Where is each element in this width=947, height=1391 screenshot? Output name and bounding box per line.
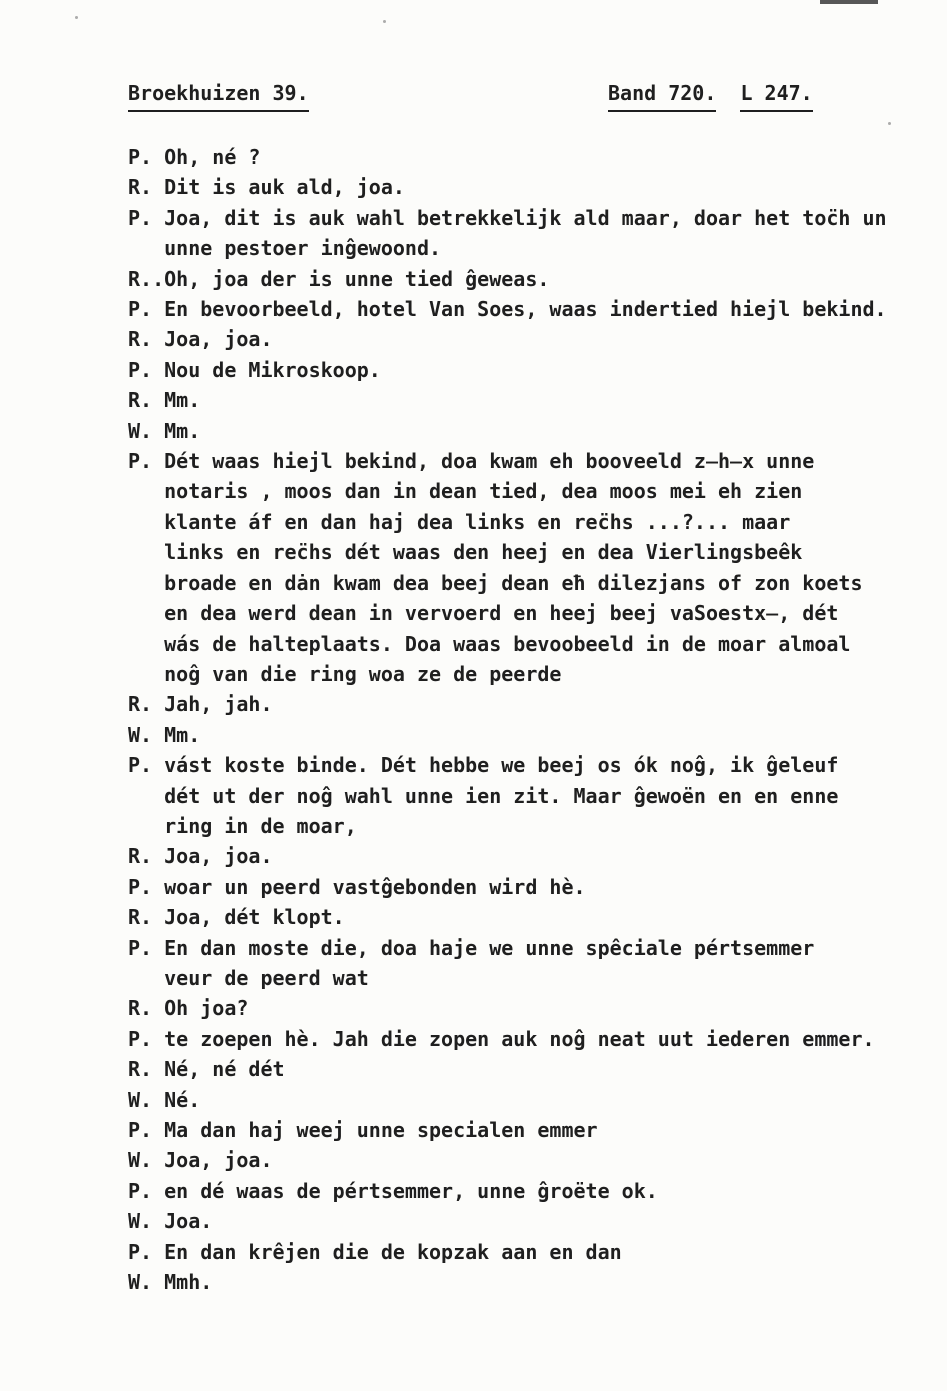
utterance-text: Dét waas hiejl bekind, doa kwam eh booveeld z̶h̶x unne bbox=[164, 449, 815, 474]
utterance-text: Mm. bbox=[164, 722, 201, 747]
utterance-text: Joa, joa. bbox=[164, 1148, 273, 1173]
dialogue-line bbox=[128, 142, 928, 172]
dialogue-line-continuation bbox=[128, 811, 928, 841]
speaker-label: W. bbox=[128, 1209, 153, 1234]
utterance-text: En dan krêjen die de kopzak aan en dan bbox=[164, 1239, 622, 1264]
dialogue-line-continuation bbox=[128, 629, 928, 659]
dialogue-utterance bbox=[128, 385, 928, 415]
speaker-label: W. bbox=[128, 1148, 153, 1173]
dialogue-line bbox=[128, 1085, 928, 1115]
dialogue-utterance bbox=[128, 689, 928, 719]
dialogue-utterance bbox=[128, 324, 928, 354]
speaker-label: P. bbox=[128, 1118, 153, 1142]
speaker-label: P. bbox=[128, 1026, 153, 1051]
utterance-text: noĝ van die ring woa ze de peerde bbox=[164, 661, 562, 686]
utterance-text: notaris , moos dan in dean tied, dea moos mei eh zien bbox=[164, 479, 803, 504]
scan-artifact-mark bbox=[820, 0, 878, 4]
dialogue-line bbox=[128, 416, 928, 446]
speaker-label: W. bbox=[128, 1270, 153, 1295]
speaker-label: R. bbox=[128, 905, 153, 930]
dialogue-utterance bbox=[128, 750, 928, 841]
dialogue-line bbox=[128, 933, 928, 963]
utterance-text: woar un peerd vastĝebonden wird hè. bbox=[164, 874, 586, 899]
speaker-label: P. bbox=[128, 1239, 153, 1264]
utterance-text: ring in de moar, bbox=[164, 813, 357, 838]
utterance-text: vást koste binde. Dét hebbe we beej os ók noĝ, ik ĝeleuf bbox=[164, 753, 839, 778]
dialogue-line bbox=[128, 1237, 928, 1267]
dialogue-line bbox=[128, 446, 928, 476]
dialogue-line bbox=[128, 385, 928, 415]
dialogue-line bbox=[128, 1145, 928, 1175]
dialogue-line bbox=[128, 1115, 928, 1145]
speaker-label: P. bbox=[128, 205, 153, 230]
dialogue-line bbox=[128, 841, 928, 871]
dialogue-line bbox=[128, 720, 928, 750]
dialogue-line-continuation bbox=[128, 568, 928, 598]
dialogue-utterance bbox=[128, 1085, 928, 1115]
scan-speck bbox=[383, 20, 386, 23]
dialogue-utterance bbox=[128, 294, 928, 324]
dialogue-line bbox=[128, 203, 928, 233]
utterance-text: En dan moste die, doa haje we unne spêciale pértsemmer bbox=[164, 935, 815, 960]
utterance-text: links en rec̈hs dét waas den heej en dea Vierlingsbeêk bbox=[164, 540, 803, 565]
speaker-label: W. bbox=[128, 418, 153, 443]
utterance-text: Jah, jah. bbox=[164, 692, 273, 717]
speaker-label: R. bbox=[128, 175, 153, 200]
header-location-label: Broekhuizen 39. bbox=[128, 78, 309, 112]
dialogue-utterance bbox=[128, 841, 928, 871]
dialogue-line-continuation bbox=[128, 507, 928, 537]
utterance-text: unne pestoer inĝewoond. bbox=[164, 236, 442, 261]
dialogue-utterance bbox=[128, 172, 928, 202]
utterance-text: en dea werd dean in vervoerd en heej beej vaSoestx̶, dét bbox=[164, 601, 839, 626]
dialogue-utterance bbox=[128, 993, 928, 1023]
dialogue-line-continuation bbox=[128, 659, 928, 689]
speaker-label: P. bbox=[128, 935, 153, 960]
dialogue-line bbox=[128, 1054, 928, 1084]
speaker-label: R. bbox=[128, 692, 153, 717]
dialogue-line bbox=[128, 294, 928, 324]
dialogue-line-continuation bbox=[128, 233, 928, 263]
dialogue-line-continuation bbox=[128, 598, 928, 628]
utterance-text: Ma dan haj weej unne specialen emmer bbox=[164, 1118, 598, 1142]
dialogue-line bbox=[128, 1267, 928, 1297]
dialogue-line-continuation bbox=[128, 963, 928, 993]
utterance-text: veur de peerd wat bbox=[164, 965, 369, 990]
scan-speck bbox=[75, 16, 78, 19]
speaker-label: P. bbox=[128, 753, 153, 778]
utterance-text: Joa, joa. bbox=[164, 844, 273, 869]
dialogue-line bbox=[128, 750, 928, 780]
utterance-text: Mm. bbox=[164, 388, 201, 413]
dialogue-utterance bbox=[128, 1237, 928, 1267]
dialogue-line bbox=[128, 172, 928, 202]
utterance-text: Joa. bbox=[164, 1209, 213, 1234]
dialogue-utterance bbox=[128, 203, 928, 264]
dialogue-utterance bbox=[128, 355, 928, 385]
speaker-label: P. bbox=[128, 874, 153, 899]
speaker-label: R. bbox=[128, 996, 153, 1021]
dialogue-utterance bbox=[128, 902, 928, 932]
dialogue-utterance bbox=[128, 1145, 928, 1175]
dialogue-line-continuation bbox=[128, 537, 928, 567]
speaker-label: R. bbox=[128, 844, 153, 869]
speaker-label: P. bbox=[128, 357, 153, 382]
speaker-label: W. bbox=[128, 722, 153, 747]
dialogue-utterance bbox=[128, 933, 928, 994]
dialogue-utterance bbox=[128, 264, 928, 294]
utterance-text: Nou de Mikroskoop. bbox=[164, 357, 381, 382]
utterance-text: broade en dȧn kwam dea beej dean eħ dilezjans of zon koets bbox=[164, 570, 863, 595]
dialogue-utterance bbox=[128, 1267, 928, 1297]
dialogue-utterance bbox=[128, 142, 928, 172]
speaker-label: R.. bbox=[128, 266, 165, 291]
dialogue bbox=[128, 142, 928, 1297]
utterance-text: Joa, dit is auk wahl betrekkelijk ald maar, doar het toc̈h un bbox=[164, 205, 887, 230]
speaker-label: P. bbox=[128, 297, 153, 322]
utterance-text: Oh joa? bbox=[164, 996, 249, 1021]
utterance-text: te zoepen hè. Jah die zopen auk noĝ neat uut iederen emmer. bbox=[164, 1026, 875, 1051]
utterance-text: Mmh. bbox=[164, 1270, 213, 1295]
dialogue-utterance bbox=[128, 1115, 928, 1145]
dialogue-utterance bbox=[128, 446, 928, 689]
dialogue-line bbox=[128, 1024, 928, 1054]
header-right-group bbox=[608, 78, 813, 112]
utterance-text: Dit is auk ald, joa. bbox=[164, 175, 405, 200]
speaker-label: R. bbox=[128, 1057, 153, 1082]
header-code-label: L 247. bbox=[740, 78, 812, 112]
dialogue-line bbox=[128, 902, 928, 932]
speaker-label: W. bbox=[128, 1087, 153, 1112]
dialogue-utterance bbox=[128, 416, 928, 446]
dialogue-line bbox=[128, 689, 928, 719]
dialogue-utterance bbox=[128, 872, 928, 902]
dialogue-line bbox=[128, 993, 928, 1023]
utterance-text: Oh, né ? bbox=[164, 145, 261, 169]
dialogue-line bbox=[128, 1206, 928, 1236]
speaker-label: P. bbox=[128, 1178, 153, 1203]
speaker-label: R. bbox=[128, 327, 153, 352]
dialogue-line bbox=[128, 872, 928, 902]
header-band-label: Band 720. bbox=[608, 78, 716, 112]
dialogue-utterance bbox=[128, 720, 928, 750]
dialogue-utterance bbox=[128, 1024, 928, 1054]
dialogue-utterance bbox=[128, 1176, 928, 1206]
dialogue-utterance bbox=[128, 1206, 928, 1236]
dialogue-line-continuation bbox=[128, 781, 928, 811]
utterance-text: wás de halteplaats. Doa waas bevoobeeld in de moar almoal bbox=[164, 631, 851, 656]
utterance-text: en dé waas de pértsemmer, unne ĝroëte ok. bbox=[164, 1178, 658, 1203]
dialogue-line bbox=[128, 355, 928, 385]
utterance-text: Oh, joa der is unne tied ĝeweas. bbox=[164, 266, 550, 291]
dialogue-line-continuation bbox=[128, 476, 928, 506]
utterance-text: Né, né dét bbox=[164, 1057, 285, 1082]
speaker-label: P. bbox=[128, 449, 153, 474]
utterance-text: dét ut der noĝ wahl unne ien zit. Maar ĝewoën en en enne bbox=[164, 783, 839, 808]
utterance-text: Joa, joa. bbox=[164, 327, 273, 352]
speaker-label: P. bbox=[128, 145, 153, 169]
dialogue-line bbox=[128, 1176, 928, 1206]
utterance-text: En bevoorbeeld, hotel Van Soes, waas indertied hiejl bekind. bbox=[164, 297, 887, 322]
utterance-text: Joa, dét klopt. bbox=[164, 905, 345, 930]
dialogue-line bbox=[128, 324, 928, 354]
utterance-text: Mm. bbox=[164, 418, 201, 443]
dialogue-line bbox=[128, 264, 928, 294]
dialogue-utterance bbox=[128, 1054, 928, 1084]
utterance-text: klante áf en dan haj dea links en rec̈hs ...?... maar bbox=[164, 509, 791, 534]
speaker-label: R. bbox=[128, 388, 153, 413]
utterance-text: Né. bbox=[164, 1087, 201, 1112]
